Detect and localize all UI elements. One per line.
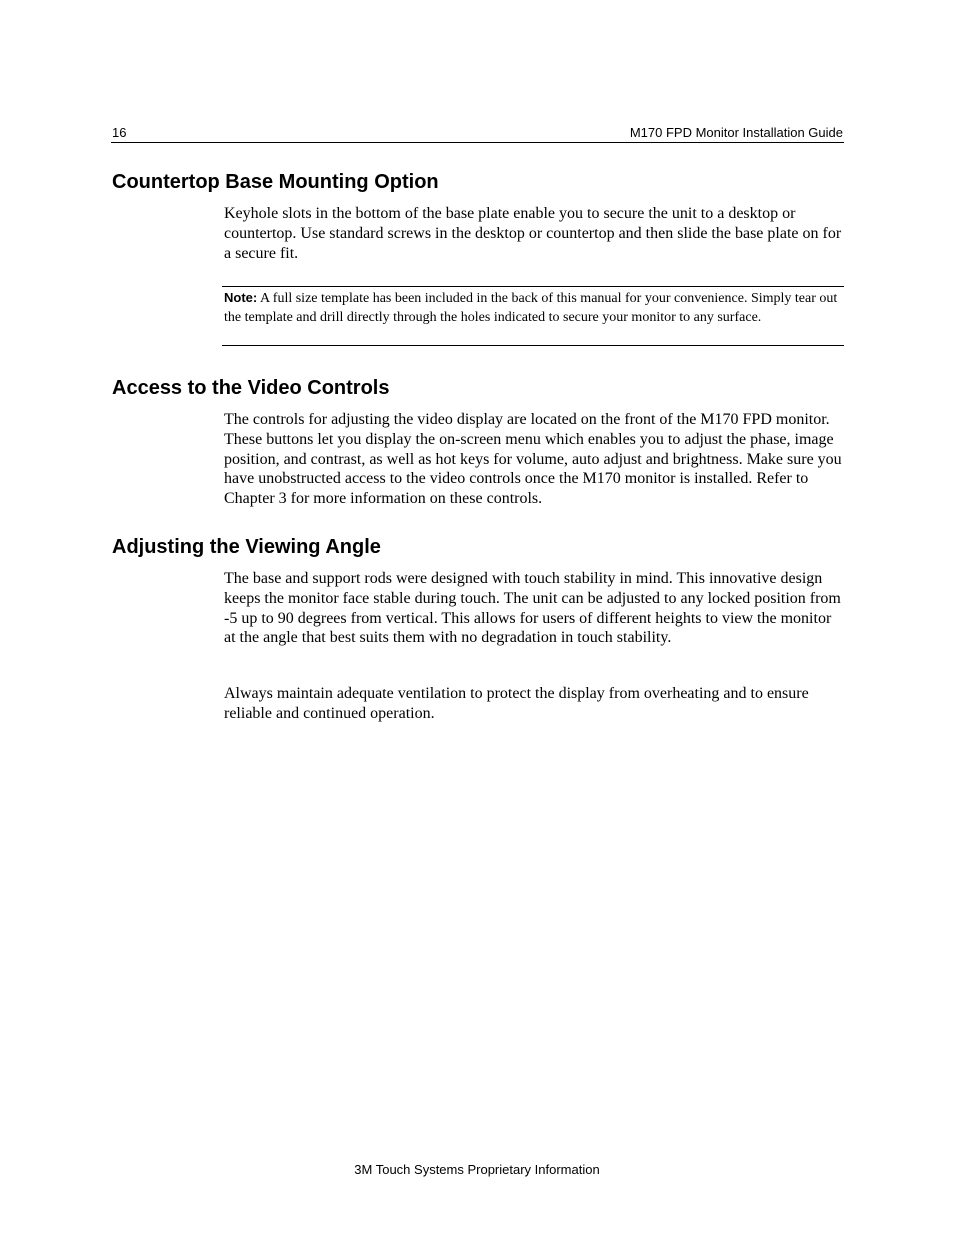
running-header — [111, 123, 844, 143]
section-heading-video-controls: Access to the Video Controls — [112, 377, 390, 399]
document-title: M170 FPD Monitor Installation Guide — [629, 125, 843, 140]
viewing-angle-paragraph: The base and support rods were designed with touch stability in mind. This innovative design keeps the monitor face stable during touch. The unit can be adjusted to any locked position from -5 up to 90 degrees from vertical. This allows for users of different heights to view the monitor at the angle that best suits them with no degradation in touch stability. — [224, 570, 841, 647]
note-box — [222, 286, 844, 346]
page-footer: 3M Touch Systems Proprietary Information — [354, 1162, 600, 1177]
note-label: Note: — [224, 290, 258, 305]
countertop-mounting-paragraph: Keyhole slots in the bottom of the base plate enable you to secure the unit to a desktop or countertop. Use standard screws in the desktop or countertop and then slide the base plate on for a secure fit. — [224, 205, 842, 262]
section-heading-viewing-angle: Adjusting the Viewing Angle — [112, 536, 381, 558]
note-body: A full size template has been included in the back of this manual for your convenience. Simply tear out the template and drill directly through the holes indicated to secure your monitor to any surface. — [224, 291, 838, 325]
page-number: 16 — [112, 125, 127, 140]
ventilation-paragraph: Always maintain adequate ventilation to protect the display from overheating and to ensure reliable and continued operation. — [224, 685, 809, 722]
video-controls-paragraph: The controls for adjusting the video display are located on the front of the M170 FPD monitor. These buttons let you display the on-screen menu which enables you to adjust the phase, image position, and contrast, as well as hot keys for volume, auto adjust and brightness. Make sure you have unobstructed access to the video controls once the M170 monitor is installed. Refer to Chapter 3 for more information on these controls. — [224, 411, 842, 508]
section-heading-countertop-mounting: Countertop Base Mounting Option — [112, 171, 439, 193]
note-text — [224, 289, 842, 327]
